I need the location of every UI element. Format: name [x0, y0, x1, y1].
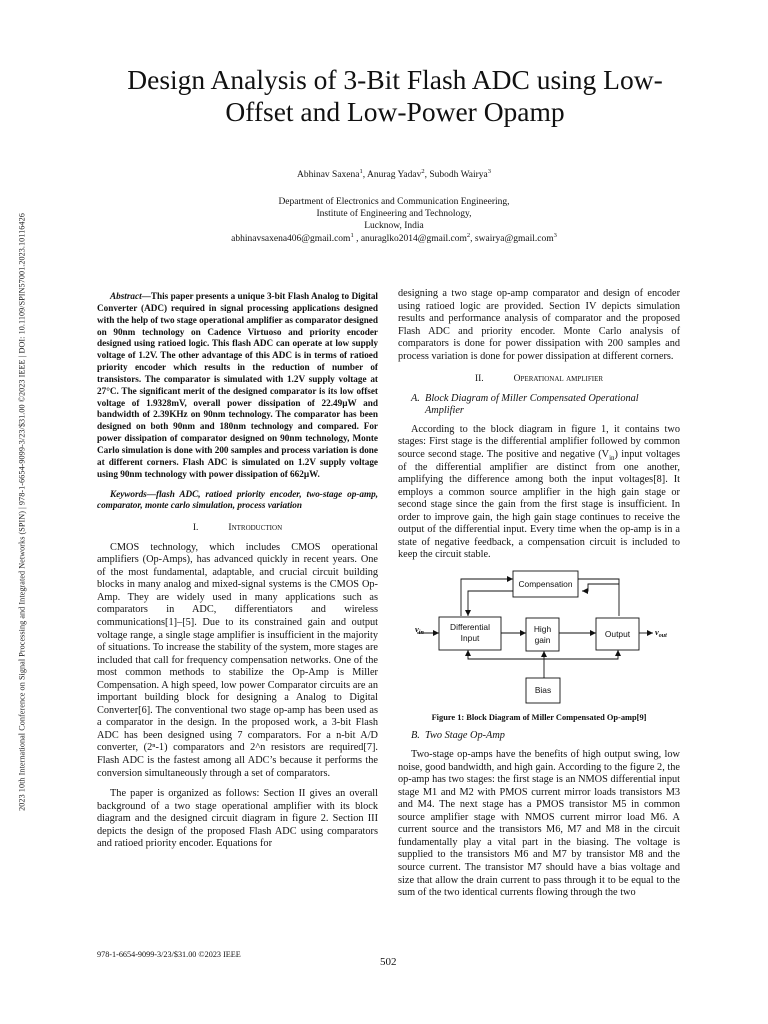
- right-column: [398, 288, 680, 900]
- section-b-paragraph: Two-stage op-amps have the benefits of high output swing, low noise, good bandwidth, and high gain. According to the figure 2, the op-amp has two stages: the first stage is an NMOS differential input stage M1 and M2 with PMOS current mirror loads transistors M3 and M4. The next stage has a PMOS transistor M5 in common source amplifier stage with NMOS current mirror load M6. A current source and the transistors M6, M7 and M8 in the circuit fundamentally play a vital part in the biasing. The voltage is supplied to the transistors M6 and M7 by transistor M8 and the source current. The transistor M7 should have a bias voltage and size that allow the drain current to pass through it to be equal to the sum of the two identical currents flowing through the two: [398, 749, 680, 899]
- author-name: Abhinav Saxena: [296, 170, 360, 180]
- section-heading-introduction: I. Introduction: [192, 523, 283, 534]
- abstract: [97, 291, 378, 481]
- left-column: [97, 291, 378, 851]
- author-name: Subodh Wairya: [429, 170, 488, 180]
- differential-label-1: Differential: [450, 621, 490, 632]
- title-line-2: Offset and Low-Power Opamp: [225, 96, 565, 127]
- section-a-paragraph: According to the block diagram in figure 1, it contains two stages: First stage is the differential amplifier followed by common source second stage. The positive and negative $(V_{in})$ input voltages of the differential amplifier are distinct from one another, amplifying the difference among both the input voltages[8]. It employs a common source amplifier in the high gain stage or second stage since the gain from the first stage is insufficient. In order to improve gain, the high gain stage continues to receive the output of the differential input. Every time when the op-amp is in a state of negative feedback, a compensation circuit is included to keep the circuit stable.: [398, 423, 680, 561]
- author-list: Abhinav Saxena$^1$, Anurag Yadav$^2$, Subodh Wairya$^3$: [296, 167, 492, 180]
- paper-title: [70, 64, 720, 128]
- title-line-1: Design Analysis of 3-Bit Flash ADC using Low-: [127, 64, 663, 95]
- figure-caption: Figure 1: Block Diagram of Miller Compensated Op-amp[9]: [431, 712, 647, 722]
- abstract-text: This paper presents a unique 3-bit Flash Analog to Digital Converter (ADC) required in signal processing applications designed with the help of two stage operational amplifier as comparator designed on 90nm technology on Cadence Virtuoso and priority encoder designed using ratioed logic. This flash ADC can operate at low supply voltage of 1.2V. The other advantage of this ADC is in terms of ratioed priority encoder which results in the reduction of number of transistors. The comparator is simulated with 1.2V supply voltage at 27°C. The significant merit of the designed comparator is its low offset voltage of 1.9328mV, overall power dissipation of 22.49µW and bandwidth of 2.39KHz on 90nm technology. The comparator has been designed on both 90nm and 180nm technology and compared. For power dissipation of comparator designed on 90nm technology, Monte Carlo simulation is done with 200 samples and process variation is done at different corners. Flash ADC is simulated on 1.2V supply voltage using 90nm technology with power dissipation of 662µW.: [97, 291, 378, 479]
- institute: Institute of Engineering and Technology,: [316, 209, 472, 220]
- affiliation: [120, 196, 668, 245]
- compensation-label: Compensation: [518, 578, 573, 589]
- subsection-heading-b: B. Two Stage Op-Amp: [411, 730, 505, 742]
- block-diagram-figure: [398, 568, 680, 704]
- subsection-heading-a: A. Block Diagram of Miller Compensated Operational Amplifier: [411, 392, 639, 417]
- keywords: Keywords—flash ADC, ratioed priority encoder, two-stage op-amp, comparator, monte carlo simulation, process variation: [97, 488, 378, 511]
- vout-label: $v_{out}$: [655, 626, 667, 639]
- bias-label: Bias: [534, 684, 552, 695]
- sidebar-citation: 2023 10th International Conference on Signal Processing and Integrated Networks (SPIN) | 978-1-6654-9099-3/23/$31.00 ©2023 IEEE | DOI: 10.1109/SPIN57001.2023.10116426: [17, 213, 27, 811]
- footer-copyright: 978-1-6654-9099-3/23/$31.00 ©2023 IEEE: [97, 950, 241, 959]
- email-list: abhinavsaxena406@gmail.com$^1$ , anuraglko2014@gmail.com$^2$, swairya@gmail.com$^3$: [231, 231, 557, 244]
- high-label-2: gain: [534, 634, 551, 645]
- high-label-1: High: [533, 623, 552, 634]
- section-heading-opamp: II. Operational amplifier: [474, 374, 604, 385]
- differential-label-2: Input: [460, 632, 480, 643]
- block-diagram: [398, 568, 680, 704]
- abstract-label: Abstract—: [110, 291, 151, 301]
- intro-paragraph-2: The paper is organized as follows: Section II gives an overall background of a two stage operational amplifier with its block diagram and the designed circuit diagram in figure 2. Section III depicts the design of the proposed Flash ADC using comparators and ratioed priority encoder. Equations for: [97, 788, 378, 850]
- intro-paragraph-1: CMOS technology, which includes CMOS operational amplifiers (Op-Amps), has advanced quickly in recent years. One of the most fundamental, adaptable, and crucial circuit building blocks in many analog and mixed-signal systems is the CMOS Op-Amp. They are widely used in many applications such as comparators in ADC, differentiators and wireless communications[1]–[5]. Due to its constrained gain and output voltage range, a single stage amplifier is insufficient in the majority of situations. To increase the stability of the system, more stages are included that call for frequency compensation networks. One of the most common methods to stabilize the Op-Amp is Miller Compensation. A high speed, low power Comparator circuits are an important building block for designing a Analog to Digital Converter[6]. The conventional two stage op-amp has been used as a comparator in the design. In the proposed work, a 3-bit Flash ADC has been designed using 7 comparators. For a n-bit A/D converter, (2ⁿ-1) comparators and 2^n resistors are required[7]. Flash ADC is the fastest among all ADC’s because it performs the conversion simultaneously through a set of comparators.: [97, 541, 378, 779]
- email: abhinavsaxena406@gmail.com: [231, 233, 351, 244]
- department: Department of Electronics and Communication Engineering,: [278, 197, 510, 207]
- paragraph-continued: designing a two stage op-amp comparator and design of encoder using ratioed logic are provided. Section IV depicts simulation results and performance analysis of comparator and the proposed Flash ADC and priority encoder. Monte Carlo analysis of comparators is done for power dissipation with 200 samples and process variation is done for power dissipation at different corners.: [398, 288, 680, 362]
- author-name: Anurag Yadav: [366, 170, 422, 180]
- email: swairya@gmail.com: [474, 233, 554, 244]
- city: Lucknow, India: [364, 221, 424, 232]
- email: anuraglko2014@gmail.com: [360, 233, 467, 244]
- vin-label: $v_{in}$: [415, 623, 424, 636]
- output-label: Output: [604, 628, 631, 639]
- page-number: 502: [380, 956, 397, 968]
